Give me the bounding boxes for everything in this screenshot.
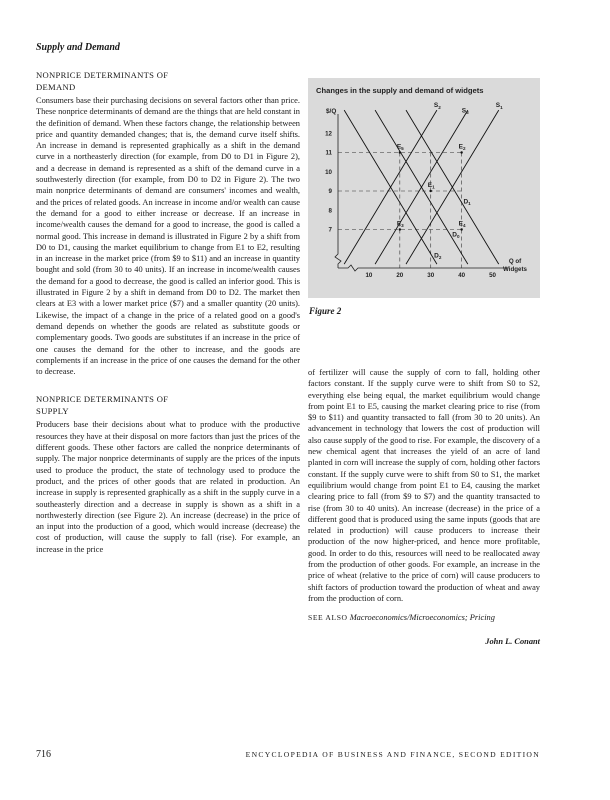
x-tick-50: 50 xyxy=(489,272,496,279)
demand-heading-line2: DEMAND xyxy=(36,81,76,92)
chart-title: Changes in the supply and demand of widgets xyxy=(316,86,484,95)
supply-heading-line1: NONPRICE DETERMINANTS OF xyxy=(36,394,169,405)
demand-heading xyxy=(36,70,300,93)
x-label-line2: Widgets xyxy=(502,266,528,273)
curve-label-D1: $D_1$ xyxy=(463,198,471,207)
curve-label-D2: $D_2$ xyxy=(434,252,442,261)
supply-heading-line2: SUPPLY xyxy=(36,405,69,416)
y-tick-12: 12 xyxy=(325,130,332,138)
x-label-line1: Q of xyxy=(508,258,522,265)
left-column xyxy=(36,70,300,555)
right-column xyxy=(308,367,540,647)
figure-caption: Figure 2 xyxy=(309,306,342,316)
point-E4 xyxy=(460,228,462,230)
x-axis xyxy=(338,265,508,271)
author: John L. Conant xyxy=(485,636,540,646)
chart-y-label: $/Q xyxy=(326,108,337,115)
point-label-E3: $E_3$ xyxy=(396,220,404,229)
demand-paragraph: Consumers base their purchasing decisions on several factors other than price. These nonprice determinants of demand are the things that are held constant in the definition of demand. When these factors change, the relationship between price and quantity demanded changes; that is, the demand curve itself shifts. An increase in demand is represented graphically as a shift in the demand curve in a northeasterly direction (for example, from D0 to D1 in Figure 2), and a decrease in demand is represented as a shift of the demand curve in a southwesterly direction (for example, from D0 to D2 in Figure 2). The two main nonprice determinants of demand are consumers' incomes and wealth, and the prices of related goods. An increase in income and/or wealth can cause the demand for a good to either increase or decrease. If an increase in income/wealth causes the demand for a good to increase, the good is called a normal good. This increase in demand is illustrated in Figure 2 by a shift from D0 to D1, causing the market equilibrium to change from E1 to E2, resulting in an increase in the market price (from $9 to $11) and an increase in quantity bought and sold (from 30 to 40 units). If an increase in income/wealth causes the demand for a good to decrease, the good is called an inferior good. This is illustrated in Figure 2 by a shift in demand from D0 to D2. The market then clears at E3 with a lower market price ($7) and a smaller quantity (20 units). Likewise, the impact of a change in the price of a related good on a good's demand depends on whether the goods are related as substitute goods or complementary goods. Two goods are substitutes if an increase in the price of one causes the demand for the other to increase, and the goods are complements if an increase in the price of one causes the demand for the other to decrease. xyxy=(36,96,300,377)
journal-title: ENCYCLOPEDIA OF BUSINESS AND FINANCE, SECOND EDITION xyxy=(245,750,540,759)
y-tick-9: 9 xyxy=(328,188,332,196)
point-label-E4: $E_4$ xyxy=(458,220,466,229)
point-E2 xyxy=(460,151,462,153)
point-E5 xyxy=(399,151,401,153)
supply-paragraph: Producers base their decisions about what to produce with the productive resources they have at their disposal on more factors than just the prices of the different goods. These other factors are called the nonprice determinants of supply. The major nonprice determinants of supply are the prices of the inputs used to produce the product, the state of technology used to produce the product, and the prices of other goods that are related in production. An increase in supply is represented graphically as a shift in the supply curve in a southeasterly direction and a decrease in supply is shown as a shift in a northwesterly direction (see Figure 2). An increase (decrease) in the price of an input into the production of a good, which would increase (decrease) the cost of production, will cause the supply to fall (rise). For example, an increase in the price xyxy=(36,420,300,554)
point-label-E5: $E_5$ xyxy=(396,143,404,152)
y-tick-7: 7 xyxy=(328,226,332,234)
curve-label-S3: $S_3$ xyxy=(461,107,469,115)
point-E3 xyxy=(399,228,401,230)
y-tick-11: 11 xyxy=(325,149,332,157)
demand-heading-line1: NONPRICE DETERMINANTS OF xyxy=(36,70,169,80)
figure-2-chart xyxy=(308,78,540,298)
see-also-refs: Macroeconomics/Microeconomics; Pricing xyxy=(349,613,495,623)
supply-heading xyxy=(36,394,300,417)
x-tick-20: 20 xyxy=(396,272,404,279)
see-also-label: SEE ALSO xyxy=(308,613,348,623)
supply-demand-chart xyxy=(308,78,540,298)
see-also xyxy=(308,612,540,623)
point-label-E1: $E_1$ xyxy=(427,182,435,190)
running-head: Supply and Demand xyxy=(36,42,120,53)
x-tick-30: 30 xyxy=(427,272,435,279)
point-E1 xyxy=(430,190,432,192)
curve-label-S1: $S_1$ xyxy=(495,102,503,110)
curve-label-S2: $S_2$ xyxy=(433,102,441,110)
curve-label-D0: $D_0$ xyxy=(452,231,460,239)
y-tick-10: 10 xyxy=(325,168,332,176)
x-tick-10: 10 xyxy=(365,272,373,279)
x-tick-40: 40 xyxy=(458,272,466,279)
right-paragraph: of fertilizer will cause the supply of corn to fall, holding other factors constant. If the supply curve were to shift from S0 to S2, everything else being equal, the market equilibrium would change from point E1 to E5, causing the market clearing price to rise (from $9 to $11) and quantity transacted to fall (from 30 to 20 units). An advancement in technology that lowers the cost of production will also cause supply of the good to rise. For example, the discovery of a new chemical agent that increases the yield of an acre of land planted in corn will increase the supply of corn, holding other factors constant. If the supply curve were to shift from S0 to S1, the market equilibrium would change from point E1 to E4, causing the market clearing price to fall (from $9 to $7) and the quantity transacted to rise (from 30 to 40 units). An increase (decrease) in the price of a different good that is produced using the same inputs (goods that are related in production) will cause producers to increase their production of the now higher-priced, and hence more profitable, good. In order to do this, resources will need to be reallocated away from the production of other goods. For example, an increase in the price of wheat (relative to the price of corn) will cause producers to shift factors of production toward the production of wheat and away from the production of corn. xyxy=(308,368,540,603)
point-label-E2: $E_2$ xyxy=(458,143,466,152)
page-number: 716 xyxy=(36,749,51,760)
y-tick-8: 8 xyxy=(328,207,332,215)
